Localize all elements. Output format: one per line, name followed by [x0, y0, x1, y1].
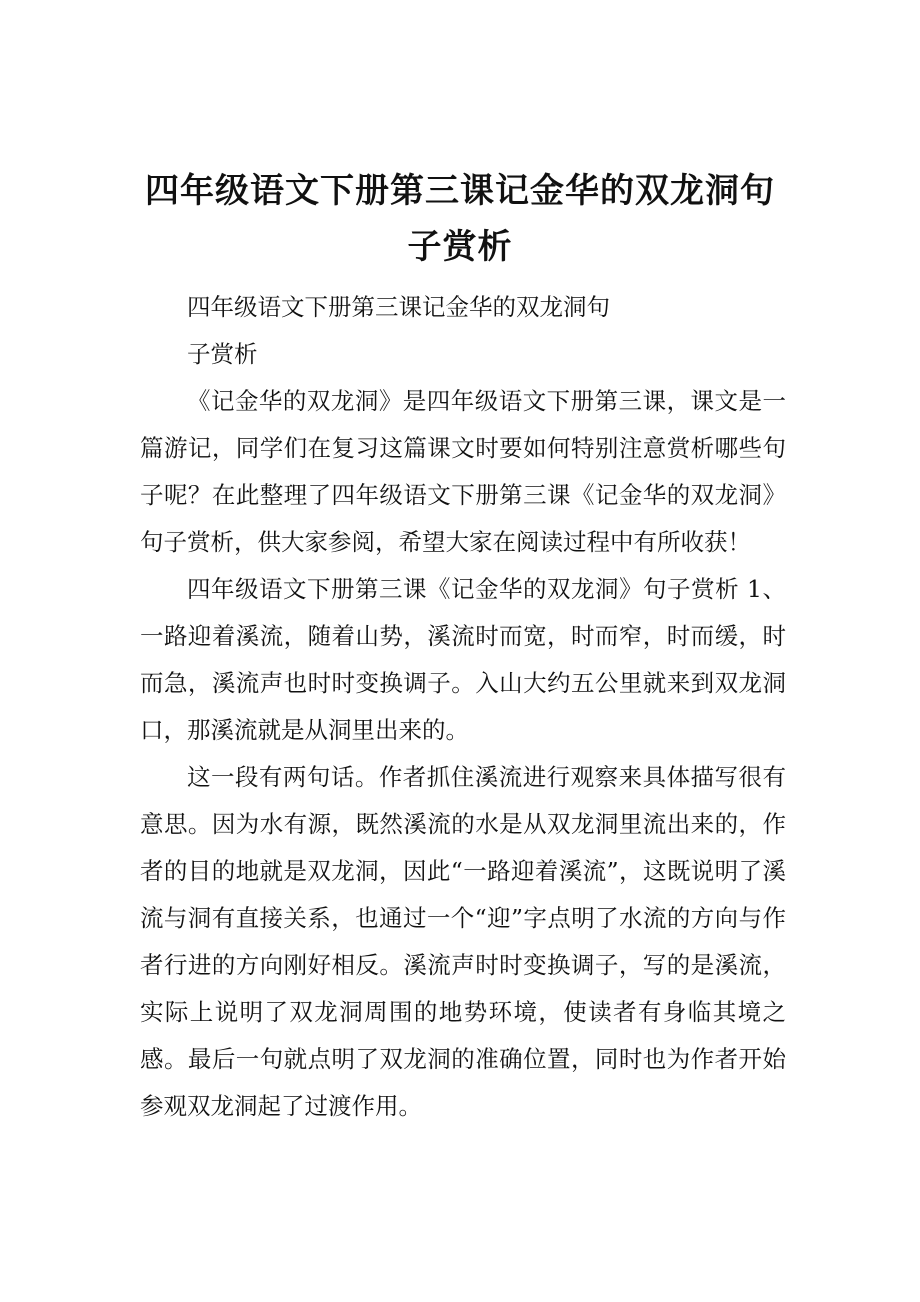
- subtitle-paragraph: [140, 284, 786, 378]
- title-line-1: 四年级语文下册第三课记金华的双龙洞句: [145, 170, 775, 211]
- sentence-quote-paragraph: 四年级语文下册第三课《记金华的双龙洞》句子赏析 1、一路迎着溪流，随着山势，溪流时而宽，时而窄，时而缓，时而急，溪流声也时时变换调子。入山大约五公里就来到双龙洞口，那溪流就是从洞里出来的。: [140, 575, 786, 744]
- document-title: [140, 163, 780, 275]
- intro-paragraph: 《记金华的双龙洞》是四年级语文下册第三课，课文是一篇游记，同学们在复习这篇课文时要如何特别注意赏析哪些句子呢？在此整理了四年级语文下册第三课《记金华的双龙洞》句子赏析，供大家参阅，希望大家在阅读过程中有所收获！: [140, 387, 786, 556]
- analysis-paragraph: 这一段有两句话。作者抓住溪流进行观察来具体描写很有意思。因为水有源，既然溪流的水是从双龙洞里流出来的，作者的目的地就是双龙洞，因此“一路迎着溪流”，这既说明了溪流与洞有直接关系，也通过一个“迎”字点明了水流的方向与作者行进的方向刚好相反。溪流声时时变换调子，写的是溪流，实际上说明了双龙洞周围的地势环境，使读者有身临其境之感。最后一句就点明了双龙洞的准确位置，同时也为作者开始参观双龙洞起了过渡作用。: [140, 763, 786, 1120]
- subtitle-line-1: 四年级语文下册第三课记金华的双龙洞句: [187, 293, 610, 321]
- title-line-2: 子赏析: [407, 226, 513, 267]
- subtitle-line-2: 子赏析: [187, 340, 258, 368]
- document-body: [140, 284, 786, 1130]
